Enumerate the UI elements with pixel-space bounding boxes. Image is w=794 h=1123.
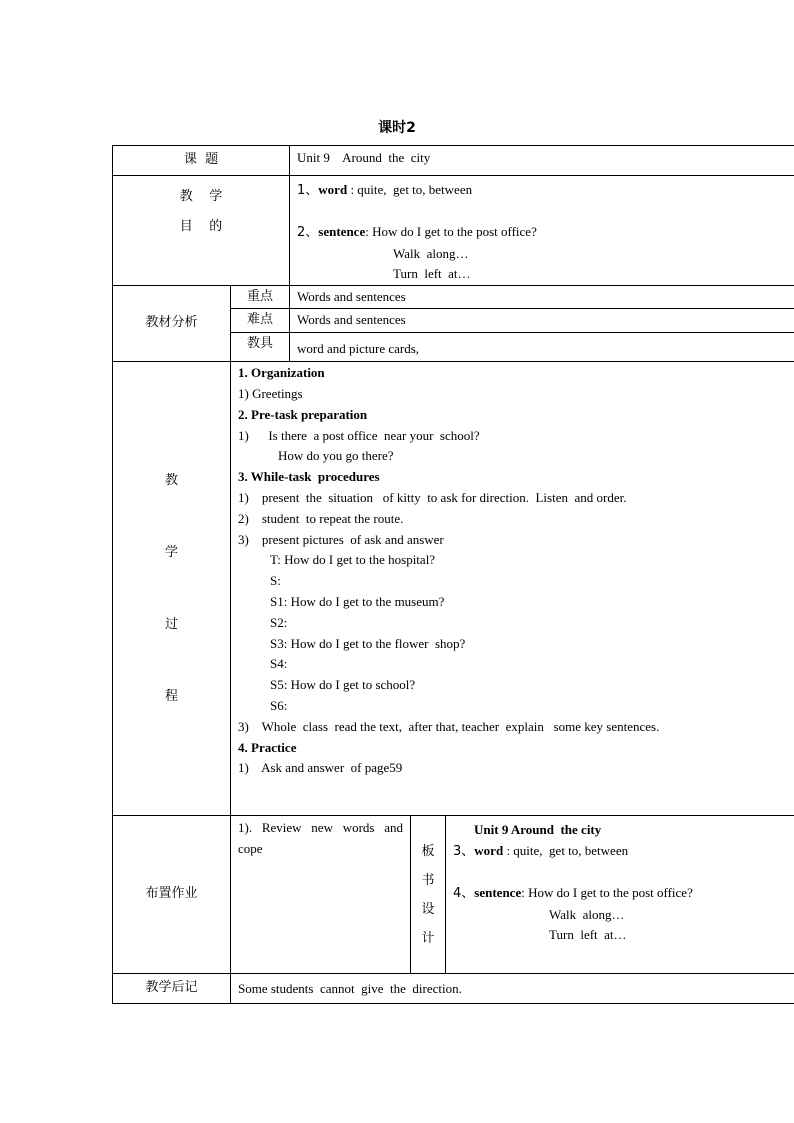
process-line: 3) present pictures of ask and answer <box>238 531 444 547</box>
process-line: 1) Ask and answer of page59 <box>238 760 403 776</box>
difficulty-label: 难点 <box>231 309 290 333</box>
homework-label: 布置作业 <box>113 816 231 974</box>
dialogue-line: S3: How do I get to the flower shop? <box>270 635 466 651</box>
objectives-row <box>113 176 794 286</box>
board-sentence-line2: Walk along… <box>549 906 625 922</box>
board-word: 3、word : quite, get to, between <box>453 842 629 859</box>
section-pre-task: 2. Pre-task preparation <box>238 406 368 422</box>
page-title: 课时2 <box>378 120 416 136</box>
analysis-key-row <box>113 286 794 309</box>
difficulty-value: Words and sentences <box>290 309 794 333</box>
board-sentence-line3: Turn left at… <box>549 927 627 943</box>
process-line: 1) present the situation of kitty to ask for direction. Listen and order. <box>238 489 627 505</box>
key-points-label: 重点 <box>231 286 290 309</box>
process-row <box>113 362 794 816</box>
topic-label: 课 题 <box>113 146 290 176</box>
process-line: 1) Greetings <box>238 385 303 401</box>
board-title: Unit 9 Around the city <box>474 822 602 838</box>
board-design-content <box>446 816 794 974</box>
reflection-row <box>113 974 794 1004</box>
section-practice: 4. Practice <box>238 739 297 755</box>
analysis-label: 教材分析 <box>113 286 231 362</box>
tools-value: word and picture cards, <box>290 333 794 362</box>
section-organization: 1. Organization <box>238 365 325 381</box>
board-sentence: 4、sentence: How do I get to the post office? <box>453 884 693 901</box>
objective-word: 1、word : quite, get to, between <box>297 182 473 198</box>
reflection-value: Some students cannot give the direction. <box>231 974 794 1004</box>
process-line: How do you go there? <box>278 448 394 464</box>
topic-value: Unit 9 Around the city <box>290 146 794 176</box>
topic-row <box>113 146 794 176</box>
objective-sentence-line2: Walk along… <box>393 245 469 261</box>
objective-sentence: 2、sentence: How do I get to the post office? <box>297 223 537 240</box>
dialogue-line: S4: <box>270 656 288 672</box>
dialogue-line: S2: <box>270 614 288 630</box>
key-points-value: Words and sentences <box>290 286 794 309</box>
dialogue-line: S5: How do I get to school? <box>270 677 416 693</box>
dialogue-line: S: <box>270 573 281 589</box>
reflection-label: 教学后记 <box>113 974 231 1004</box>
board-design-label: 板 书 设 计 <box>411 816 446 974</box>
homework-content: 1). Review new words and cope <box>231 816 411 974</box>
process-line: 3) Whole class read the text, after that, teacher explain some key sentences. <box>238 718 660 734</box>
objectives-value <box>290 176 794 286</box>
objective-sentence-line3: Turn left at… <box>393 266 471 282</box>
lesson-plan-table <box>112 145 794 1004</box>
tools-label: 教具 <box>231 333 290 362</box>
dialogue-line: T: How do I get to the hospital? <box>270 552 436 568</box>
objectives-label: 教 学 目 的 <box>113 176 290 286</box>
dialogue-line: S6: <box>270 697 288 713</box>
dialogue-line: S1: How do I get to the museum? <box>270 593 445 609</box>
process-line: 1) Is there a post office near your school? <box>238 427 480 443</box>
process-line: 2) student to repeat the route. <box>238 510 404 526</box>
process-content <box>231 362 794 816</box>
process-label: 教 学 过 程 <box>113 362 231 816</box>
homework-row <box>113 816 794 974</box>
section-while-task: 3. While-task procedures <box>238 469 380 485</box>
